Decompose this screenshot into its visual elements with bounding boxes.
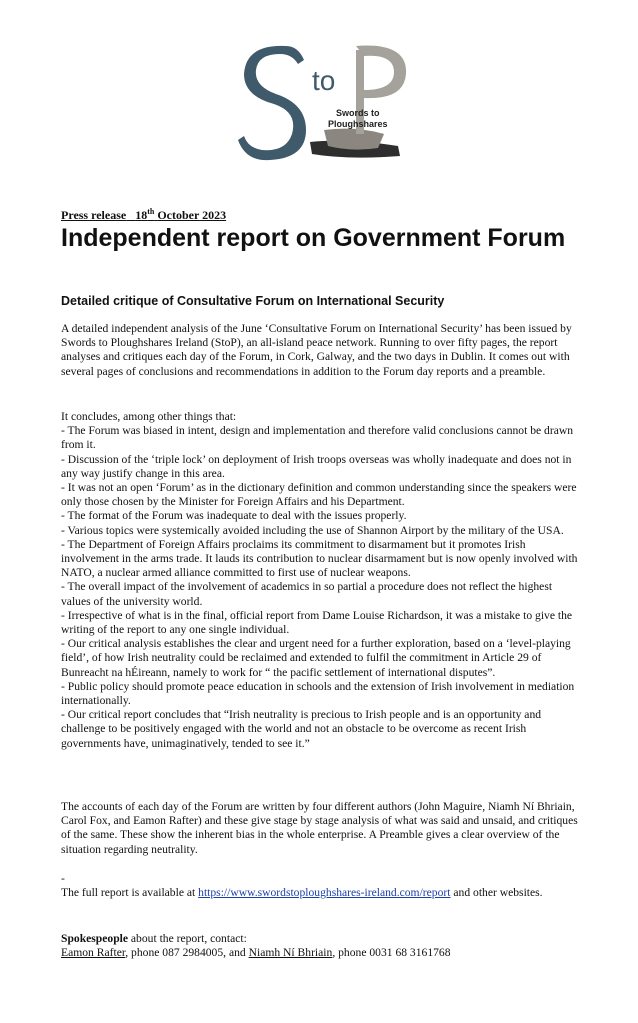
logo-tagline-2: Ploughshares: [328, 119, 388, 129]
page-title: Independent report on Government Forum: [61, 224, 566, 252]
logo-tagline-1: Swords to: [336, 108, 380, 118]
list-item: - Our critical report concludes that “Irish neutrality is precious to Irish people and is an opportunity and challenge to be positively engaged with the world and not an obstacle to be overcome as recent Irish governments have, unimaginatively, tended to see it.”: [61, 708, 542, 750]
list-item: - It was not an open ‘Forum’ as in the dictionary definition and common understanding since the speakers were only those chosen by the Minister for Foreign Affairs and his Department.: [61, 481, 577, 509]
conclusions-lead: It concludes, among other things that:: [61, 410, 237, 423]
list-item: - The Forum was biased in intent, design and implementation and therefore valid conclusions cannot be drawn from it.: [61, 424, 574, 452]
report-link[interactable]: https://www.swordstoploughshares-ireland.com/report: [198, 886, 451, 899]
list-item: - Our critical analysis establishes the clear and urgent need for a further exploration, based on a ‘level-playing field’, of how Irish neutrality could be reclaimed and extended to fulfil the commitment in Article 29 of Bunreacht na hÉireann, namely to work for “ the pacific settlement of international disputes”.: [61, 637, 571, 679]
list-item: - The Department of Foreign Affairs proclaims its commitment to disarmament but it promotes Irish involvement in the arms trade. It lauds its contribution to nuclear disarmament but is now openly involved with NATO, a nuclear armed alliance committed to first use of nuclear weapons.: [61, 537, 578, 580]
report-text-before: The full report is available at: [61, 886, 199, 899]
report-text-after: and other websites.: [450, 886, 543, 899]
spokespeople-contacts: [61, 946, 581, 960]
contact-phone-2: , phone 0031 68 3161768: [332, 946, 451, 960]
list-item: - The overall impact of the involvement of academics in so partial a procedure does not reflect the highest values of the university world.: [61, 580, 553, 608]
press-release-date: [61, 207, 226, 223]
intro-paragraph: A detailed independent analysis of the June ‘Consultative Forum on International Security’ has been issued by Swords to Ploughshares Ireland (StoP), an all-island peace network. Running to over fifty pages, the report analyses and critiques each day of the Forum, in Cork, Galway, and the two days in Dublin. It comes out with several pages of conclusions and recommendations in addition to the Forum day reports and a preamble.: [61, 322, 572, 378]
list-item: - Various topics were systemically avoided including the use of Shannon Airport by the military of the USA.: [61, 523, 564, 537]
report-availability: [61, 886, 581, 900]
spokespeople-section: [61, 932, 581, 960]
separator: -: [61, 872, 65, 885]
list-item: - Public policy should promote peace education in schools and the extension of Irish involvement in mediation internationally.: [61, 679, 575, 708]
contact-niamh-ni-bhriain[interactable]: Niamh Ní Bhriain: [248, 946, 333, 960]
list-item: - The format of the Forum was inadequate to deal with the issues properly.: [61, 509, 407, 523]
date-month-year: October 2023: [157, 208, 227, 222]
page-subtitle: Detailed critique of Consultative Forum on International Security: [61, 294, 445, 308]
conclusions-list: [61, 410, 581, 751]
stop-logo-icon: [228, 30, 416, 170]
date-suffix: th: [147, 207, 155, 216]
spokespeople-label-rest: about the report, contact:: [128, 932, 247, 945]
list-item: - Discussion of the ‘triple lock’ on deployment of Irish troops overseas was wholly inadequate and does not in any way justify change in this area.: [61, 452, 572, 480]
authors-paragraph: The accounts of each day of the Forum are written by four different authors (John Maguire, Niamh Ní Bhriain, Carol Fox, and Eamon Rafter) and these give stage by stage analysis of what was said and unsaid, and critiques of the same. These show the inherent bias in the whole enterprise. A Preamble gives a clear overview of the situation regarding neutrality.: [61, 800, 578, 856]
spokespeople-heading: [61, 932, 581, 946]
press-release-label: Press release: [61, 208, 127, 222]
contact-eamon-rafter[interactable]: Eamon Rafter: [61, 946, 126, 960]
svg-text:to: to: [312, 65, 336, 96]
spokespeople-label: Spokespeople: [61, 932, 129, 945]
list-item: - Irrespective of what is in the final, official report from Dame Louise Richardson, it was a mistake to give the writing of the report to any one single individual.: [61, 608, 573, 637]
contact-phone-1: , phone 087 2984005, and: [125, 946, 249, 960]
date-day: 18: [135, 208, 148, 222]
